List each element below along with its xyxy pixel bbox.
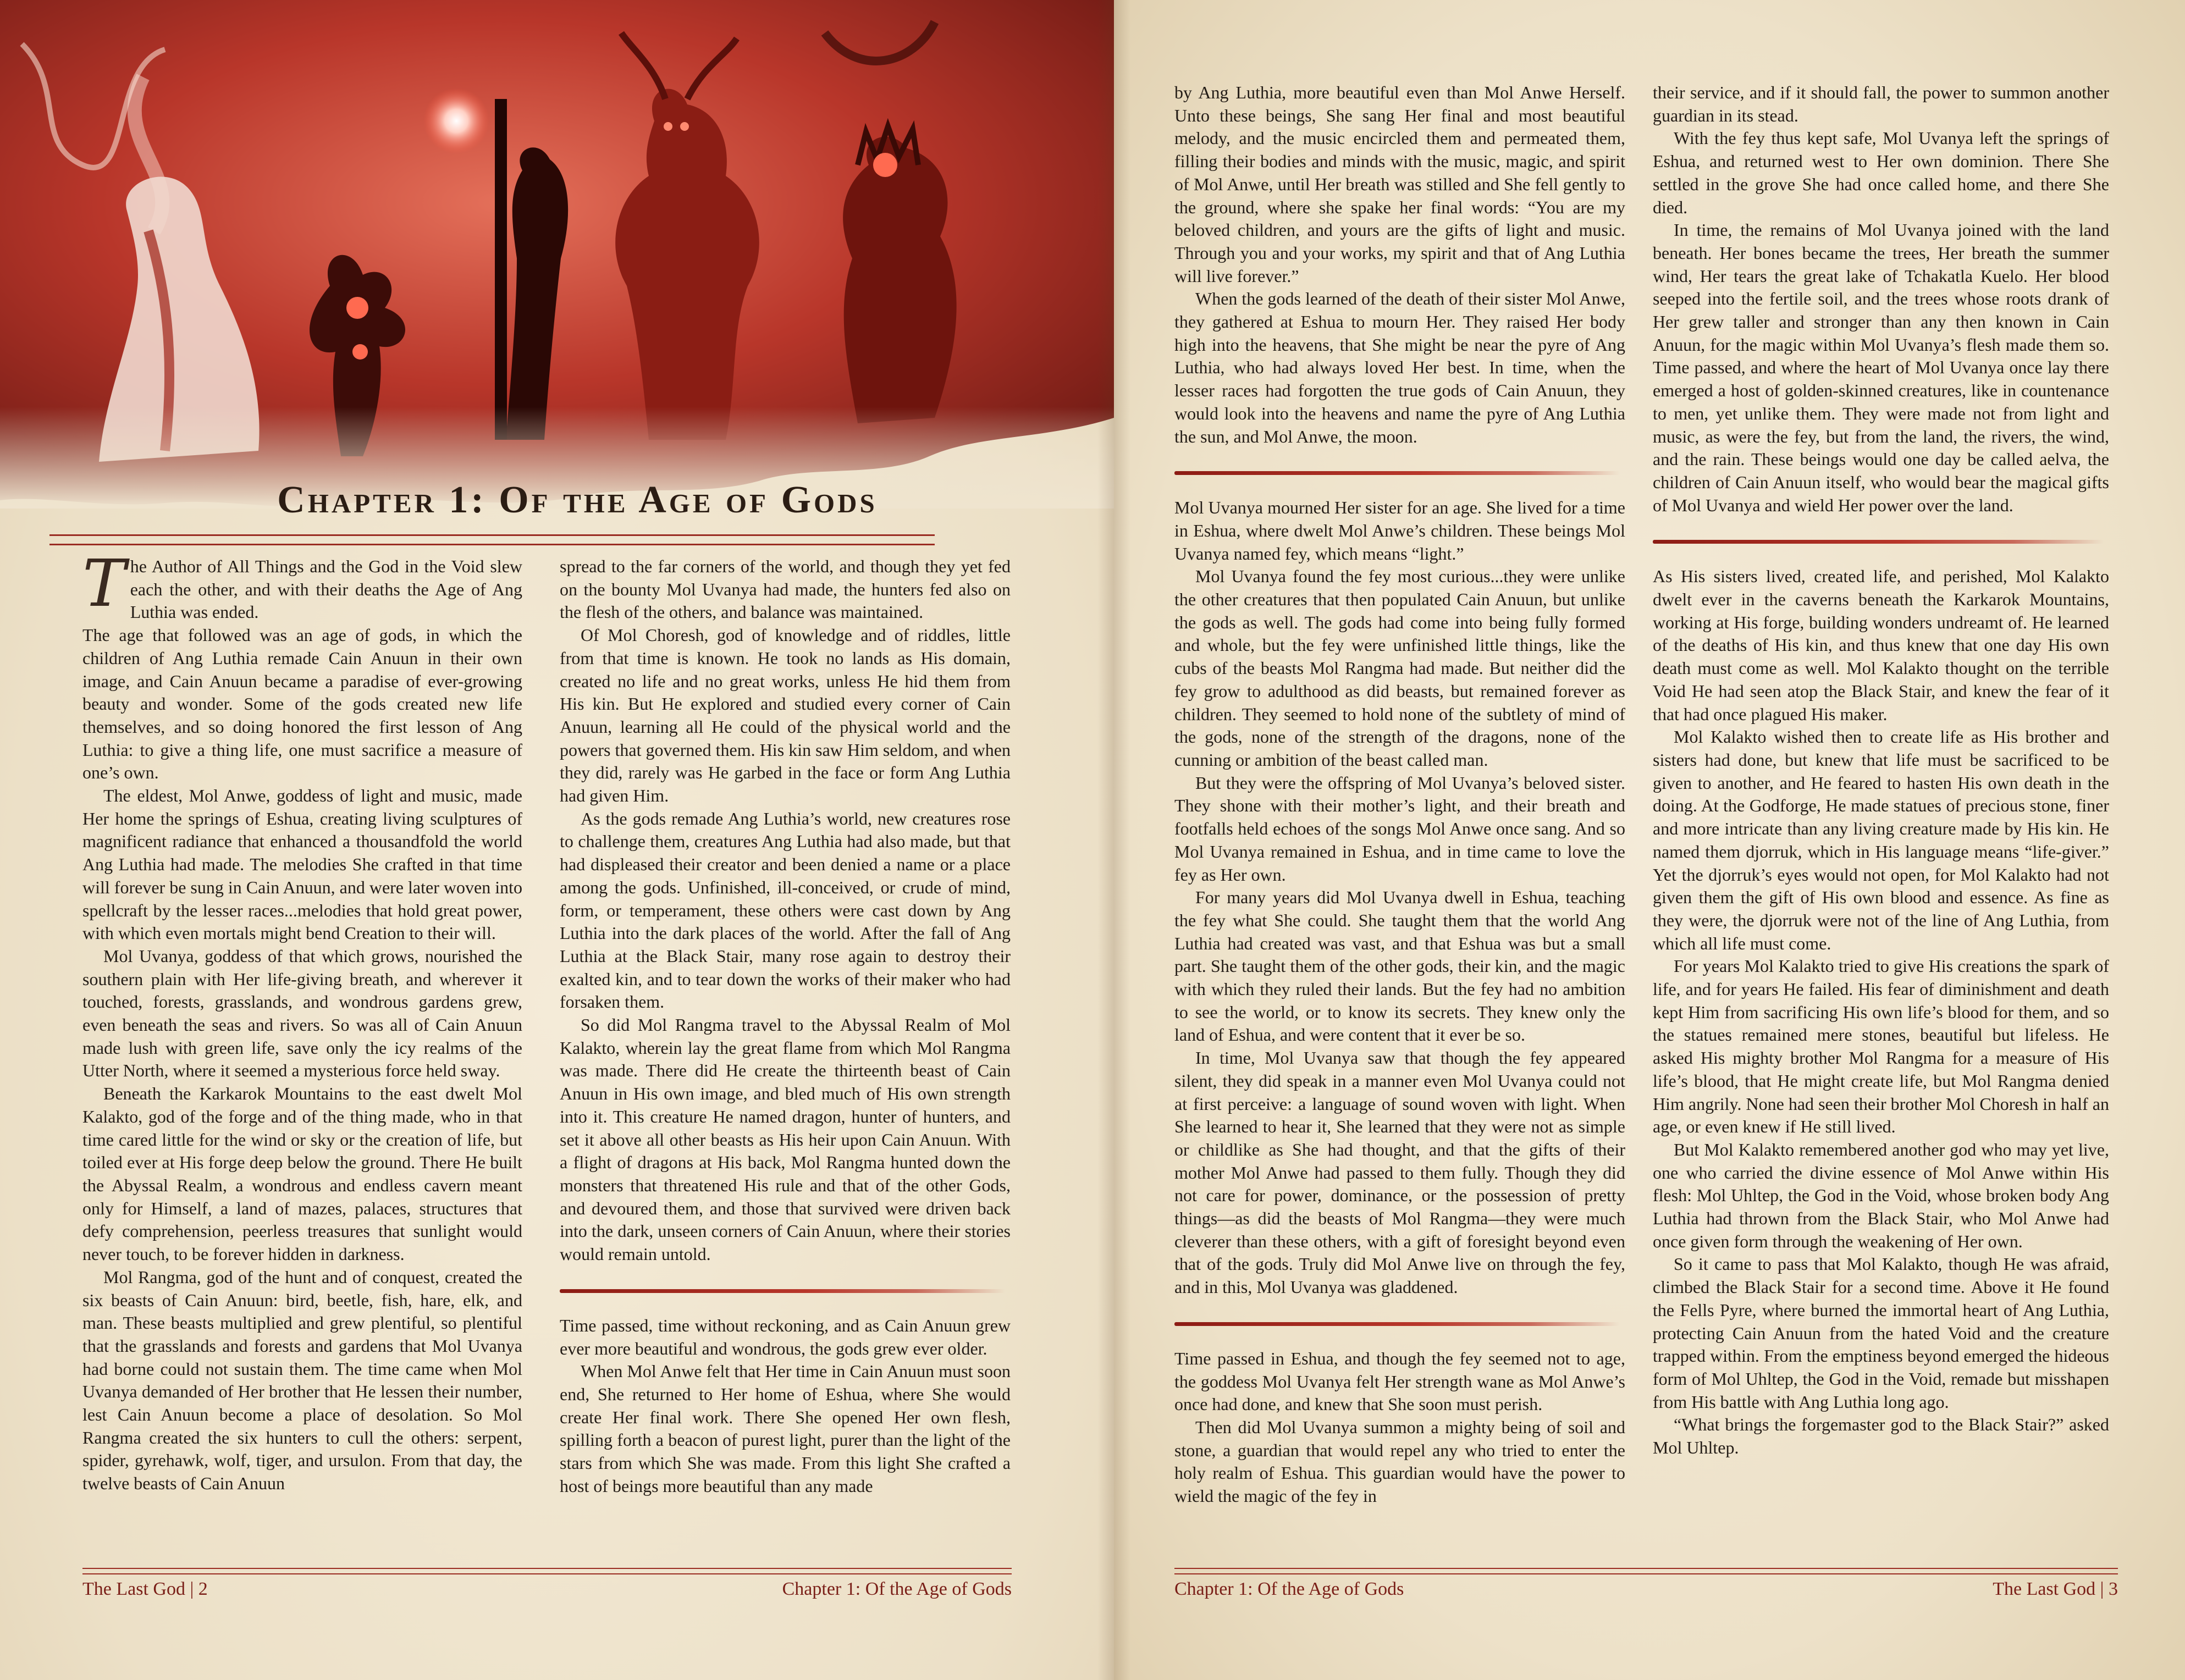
title-divider: [49, 534, 935, 545]
section-start-paragraph: Time passed, time without reckoning, and as Cain Anuun grew ever more beautiful and wondrous, the gods grew ever older.: [560, 1314, 1011, 1360]
paragraph: For many years did Mol Uvanya dwell in Eshua, teaching the fey what She could. She taught them that the world Ang Luthia had created was vast, and that Eshua was but a small part. She taught them of the other gods, their kin, and the magic with which they ruled their lands. But the fey had no ambition to see the world, or to know its secrets. They knew only the land of Eshua, and were content that it ever be so.: [1174, 887, 1625, 1045]
right-column-1: [1174, 81, 1625, 1508]
paragraph-text: he Author of All Things and the God in the Void slew each the other, and with their deaths the Age of Ang Luthia was ended.: [130, 556, 522, 622]
footer-page-label: The Last God | 3: [1993, 1579, 2118, 1599]
section-start-paragraph: As His sisters lived, created life, and perished, Mol Kalakto dwelt ever in the caverns beneath the Karkarok Mountains, working at His forge, building wonders undreamt of. He learned of the deaths of His kin, and thus knew that one day His own death must come as well. Mol Kalakto thought on the terrible Void He had seen atop the Black Stair, and knew the fear of it that had once plagued His maker.: [1653, 565, 2109, 726]
paragraph: So did Mol Rangma travel to the Abyssal Realm of Mol Kalakto, wherein lay the great flame from which Mol Rangma was made. There did He create the thirteenth beast of Cain Anuun in His own image, and bled much of His own strength into it. This creature He named dragon, hunter of hunters, and set it above all other beasts as His heir upon Cain Anuun. With a flight of dragons at His back, Mol Rangma hunted down the monsters that threatened His rule and that of the other Gods, and devoured them, and those that survived were driven back into the dark, unseen corners of Cain Anuun, where their stories would remain untold.: [560, 1015, 1011, 1264]
paragraph: With the fey thus kept safe, Mol Uvanya left the springs of Eshua, and returned west to Her own dominion. There She settled in the grove She had once called home, and there She died.: [1653, 128, 2109, 217]
chapter-title: Chapter 1: Of the Age of Gods: [277, 479, 878, 521]
paragraph: Then did Mol Uvanya summon a mighty being of soil and stone, a guardian that would repel any who tried to enter the holy realm of Eshua. This guardian would have the power to wield the magic of the fey in: [1174, 1417, 1625, 1506]
paragraph: For years Mol Kalakto tried to give His creations the spark of life, and for years He failed. His fear of diminishment and death kept Him from sacrificing His own life’s blood for them, and so the statues remained mere stones, beautiful but lifeless. He asked His mighty brother Mol Rangma for a measure of His life’s blood, that He might create life, but Mol Rangma denied Him angrily. None had seen their brother Mol Choresh in half an age, or even knew if He still lived.: [1653, 956, 2109, 1137]
paragraph: Mol Rangma, god of the hunt and of conquest, created the six beasts of Cain Anuun: bird, beetle, fish, hare, elk, and man. These beasts multiplied and grew plentiful, so plentiful that the grasslands and forests and gardens that Mol Uvanya had borne could not sustain them. The time came when Mol Uvanya demanded of Her brother that He lessen their number, lest Cain Anuun become a place of desolation. So Mol Rangma created the six hunters to cull the others: serpent, spider, gyrehawk, wolf, tiger, and ursulon. From that day, the twelve beasts of Cain Anuun: [82, 1267, 522, 1494]
paragraph: The age that followed was an age of gods, in which the children of Ang Luthia remade Cain Anuun in their own image, and Cain Anuun became a paradise of ever-growing beauty and wonder. Some of the gods created new life themselves, and so doing honored the first lesson of Ang Luthia: to give a thing life, one must sacrifice a measure of one’s own.: [82, 625, 522, 783]
page-gutter: [1097, 0, 1130, 1680]
paragraph: When Mol Anwe felt that Her time in Cain Anuun must soon end, She returned to Her home of Eshua, where She would create Her final work. There She opened Her own flesh, spilling forth a beacon of purest light, purer than the light of the stars from which She was made. From this light She crafted a host of beings more beautiful than any made: [560, 1361, 1011, 1496]
paragraph: When the gods learned of the death of their sister Mol Anwe, they gathered at Eshua to mourn Her. They raised Her body high into the heavens, that She might be near the pyre of Ang Luthia, who had always loved Her best. In time, when the lesser races had forgotten the true gods of Cain Anuun, they would look into the heavens and name the pyre of Ang Luthia the sun, and Mol Anwe, the moon.: [1174, 289, 1625, 446]
paragraph: But they were the offspring of Mol Uvanya’s beloved sister. They shone with their mother’s light, and their breath and footfalls held echoes of the songs Mol Anwe once sang. And so Mol Uvanya remained in Eshua, and in time came to love the fey as Her own.: [1174, 772, 1625, 885]
left-column-2: [560, 555, 1011, 1497]
left-column-1: [82, 545, 522, 1495]
paragraph: As the gods remade Ang Luthia’s world, new creatures rose to challenge them, creatures Ang Luthia had also made, but that had displeased their creator and been denied a name or a place among the gods. Unfinished, ill-conceived, or crude of mind, form, or temperament, these others were cast down by Ang Luthia into the dark places of the world. After the fall of Ang Luthia at the Black Stair, many rose again to destroy their exalted kin, and to tear down the works of their maker who had forsaken them.: [560, 808, 1011, 1012]
drop-cap: T: [82, 545, 126, 621]
chapter-illustration: [0, 0, 1114, 509]
footer-rule: [1174, 1568, 2118, 1574]
paragraph: In time, the remains of Mol Uvanya joined with the land beneath. Her bones became the trees, Her breath the summer wind, Her tears the great lake of Tchakatla Kuelo. Her blood seeped into the fertile soil, and the trees whose roots drank of Her grew taller and stronger than any then known in Cain Anuun, for the magic within Mol Uvanya’s flesh made them so. Time passed, and where the heart of Mol Uvanya once lay there emerged a host of golden-skinned creatures, like in countenance to men, yet unlike them. They were made not from light and music, as were the fey, but from the land, the rivers, the wind, and the rain. These beings would one day be called aelva, the children of Cain Anuun itself, who would bear the magical gifts of Mol Uvanya and wield Her power over the land.: [1653, 220, 2109, 515]
paragraph: spread to the far corners of the world, and though they yet fed on the bounty Mol Uvanya had made, the hunters fed also on the flesh of the others, and balance was maintained.: [560, 556, 1011, 622]
section-start-paragraph: Mol Uvanya mourned Her sister for an age. She lived for a time in Eshua, where dwelt Mol Anwe’s children. These beings Mol Uvanya named fey, which means “light.”: [1174, 496, 1625, 565]
paragraph: Mol Uvanya, goddess of that which grows, nourished the southern plain with Her life-giving breath, and wherever it touched, forests, grasslands, and wondrous gardens grew, even beneath the seas and rivers. So was all of Cain Anuun made lush with green life, save only the icy realms of the Utter North, where it seemed a mysterious force held sway.: [82, 946, 522, 1081]
paragraph: But Mol Kalakto remembered another god who may yet live, one who carried the divine essence of Mol Anwe within His flesh: Mol Uhltep, the God in the Void, whose broken body Ang Luthia had thrown from the Black Stair, who Mol Anwe had once given form through the weakening of Her own.: [1653, 1139, 2109, 1251]
right-page: [1114, 0, 2185, 1680]
paragraph: In time, Mol Uvanya saw that though the fey appeared silent, they did speak in a manner even Mol Uvanya could not at first perceive: a language of sound woven with light. When She learned to hear it, She learned that they were not as simple or childlike as She had thought, and that the gifts of their mother Mol Anwe had passed to them fully. Though they did not care for power, dominance, or the possession of pretty things—as did the beasts of Mol Rangma—they were much cleverer than these others, with a gift of foresight beyond even that of the gods. Truly did Mol Anwe live on through the fey, and in this, Mol Uvanya was gladdened.: [1174, 1048, 1625, 1297]
paragraph: Beneath the Karkarok Mountains to the east dwelt Mol Kalakto, god of the forge and of the thing made, who in that time cared little for the wind or sky or the creation of life, but toiled ever at His forge deep below the ground. There He built the Abyssal Realm, a wondrous and endless cavern meant only for Himself, a land of mazes, palaces, structures that defy comprehension, peerless treasures that sunlight would never touch, to be forever hidden in darkness.: [82, 1084, 522, 1264]
section-start-paragraph: Time passed in Eshua, and though the fey seemed not to age, the goddess Mol Uvanya felt Her strength wane as Mol Anwe’s once had done, and knew that She soon must perish.: [1174, 1347, 1625, 1416]
footer-page-label: The Last God | 2: [82, 1579, 208, 1599]
paragraph: “What brings the forgemaster god to the Black Stair?” asked Mol Uhltep.: [1653, 1414, 2109, 1458]
paragraph: Mol Uvanya found the fey most curious...they were unlike the other creatures that then populated Cain Anuun, but unlike the gods as well. The gods had come into being fully formed and whole, but the fey were unfinished little things, like the cubs of the beasts Mol Rangma had made. But neither did the fey grow to adulthood as did beasts, but remained forever as children. They seemed to hold none of the subtlety of mind of the gods, none of the strength of the dragons, none of the cunning or ambition of the beast called man.: [1174, 566, 1625, 770]
paragraph: [82, 545, 522, 624]
paragraph: Of Mol Choresh, god of knowledge and of riddles, little from that time is known. He took no lands as His domain, created no life and no great works, unless He hid them from His kin. But He explored and studied every corner of Cain Anuun, learning all He could of the physical world and the powers that governed them. His kin saw Him seldom, and when they did, rarely was He garbed in the face or form Ang Luthia had given Him.: [560, 625, 1011, 806]
paragraph: Mol Kalakto wished then to create life as His brother and sisters had done, but knew that life must be sacrificed to be given to another, and He feared to hasten His own death in the doing. At the Godforge, He made statues of precious stone, finer and more intricate than any living creature made by His kin. He named them djorruk, which in His language means “life-giver.” Yet the djorruk’s eyes would not open, for Mol Kalakto had not given them the gift of His own blood and essence. As fine as they were, the djorruk were not of the line of Ang Luthia, from which all life must come.: [1653, 727, 2109, 953]
paragraph: by Ang Luthia, more beautiful even than Mol Anwe Herself. Unto these beings, She sang Her final and most beautiful melody, and the music encircled them and permeated them, filling their bodies and minds with the music, magic, and spirit of Mol Anwe, until Her breath was stilled and She fell gently to the ground, where she spake her final words: “You are my beloved children, and yours are the gifts of light and music. Through you and your works, my spirit and that of Ang Luthia will live forever.”: [1174, 82, 1625, 286]
paragraph: their service, and if it should fall, the power to summon another guardian in its stead.: [1653, 82, 2109, 125]
paragraph: The eldest, Mol Anwe, goddess of light and music, made Her home the springs of Eshua, creating living sculptures of magnificent radiance that enhanced a thousandfold the world Ang Luthia had made. The melodies She crafted in that time will forever be sung in Cain Anuun, and were later woven into spellcraft by the lesser races...melodies that hold great power, with which even mortals might bend Creation to their will.: [82, 786, 522, 943]
paragraph: So it came to pass that Mol Kalakto, though He was afraid, climbed the Black Stair for a second time. Above it He found the Fells Pyre, where burned the immortal heart of Ang Luthia, protecting Cain Anuun from the hated Void and the creature trapped within. From the emptiness beyond emerged the hideous form of Mol Uhltep, the God in the Void, remade but misshapen from His battle with Ang Luthia long ago.: [1653, 1254, 2109, 1412]
footer-chapter-label: Chapter 1: Of the Age of Gods: [782, 1579, 1012, 1599]
footer-rule: [82, 1568, 1012, 1574]
footer-chapter-label: Chapter 1: Of the Age of Gods: [1174, 1579, 1404, 1599]
right-column-2: [1653, 81, 2109, 1460]
